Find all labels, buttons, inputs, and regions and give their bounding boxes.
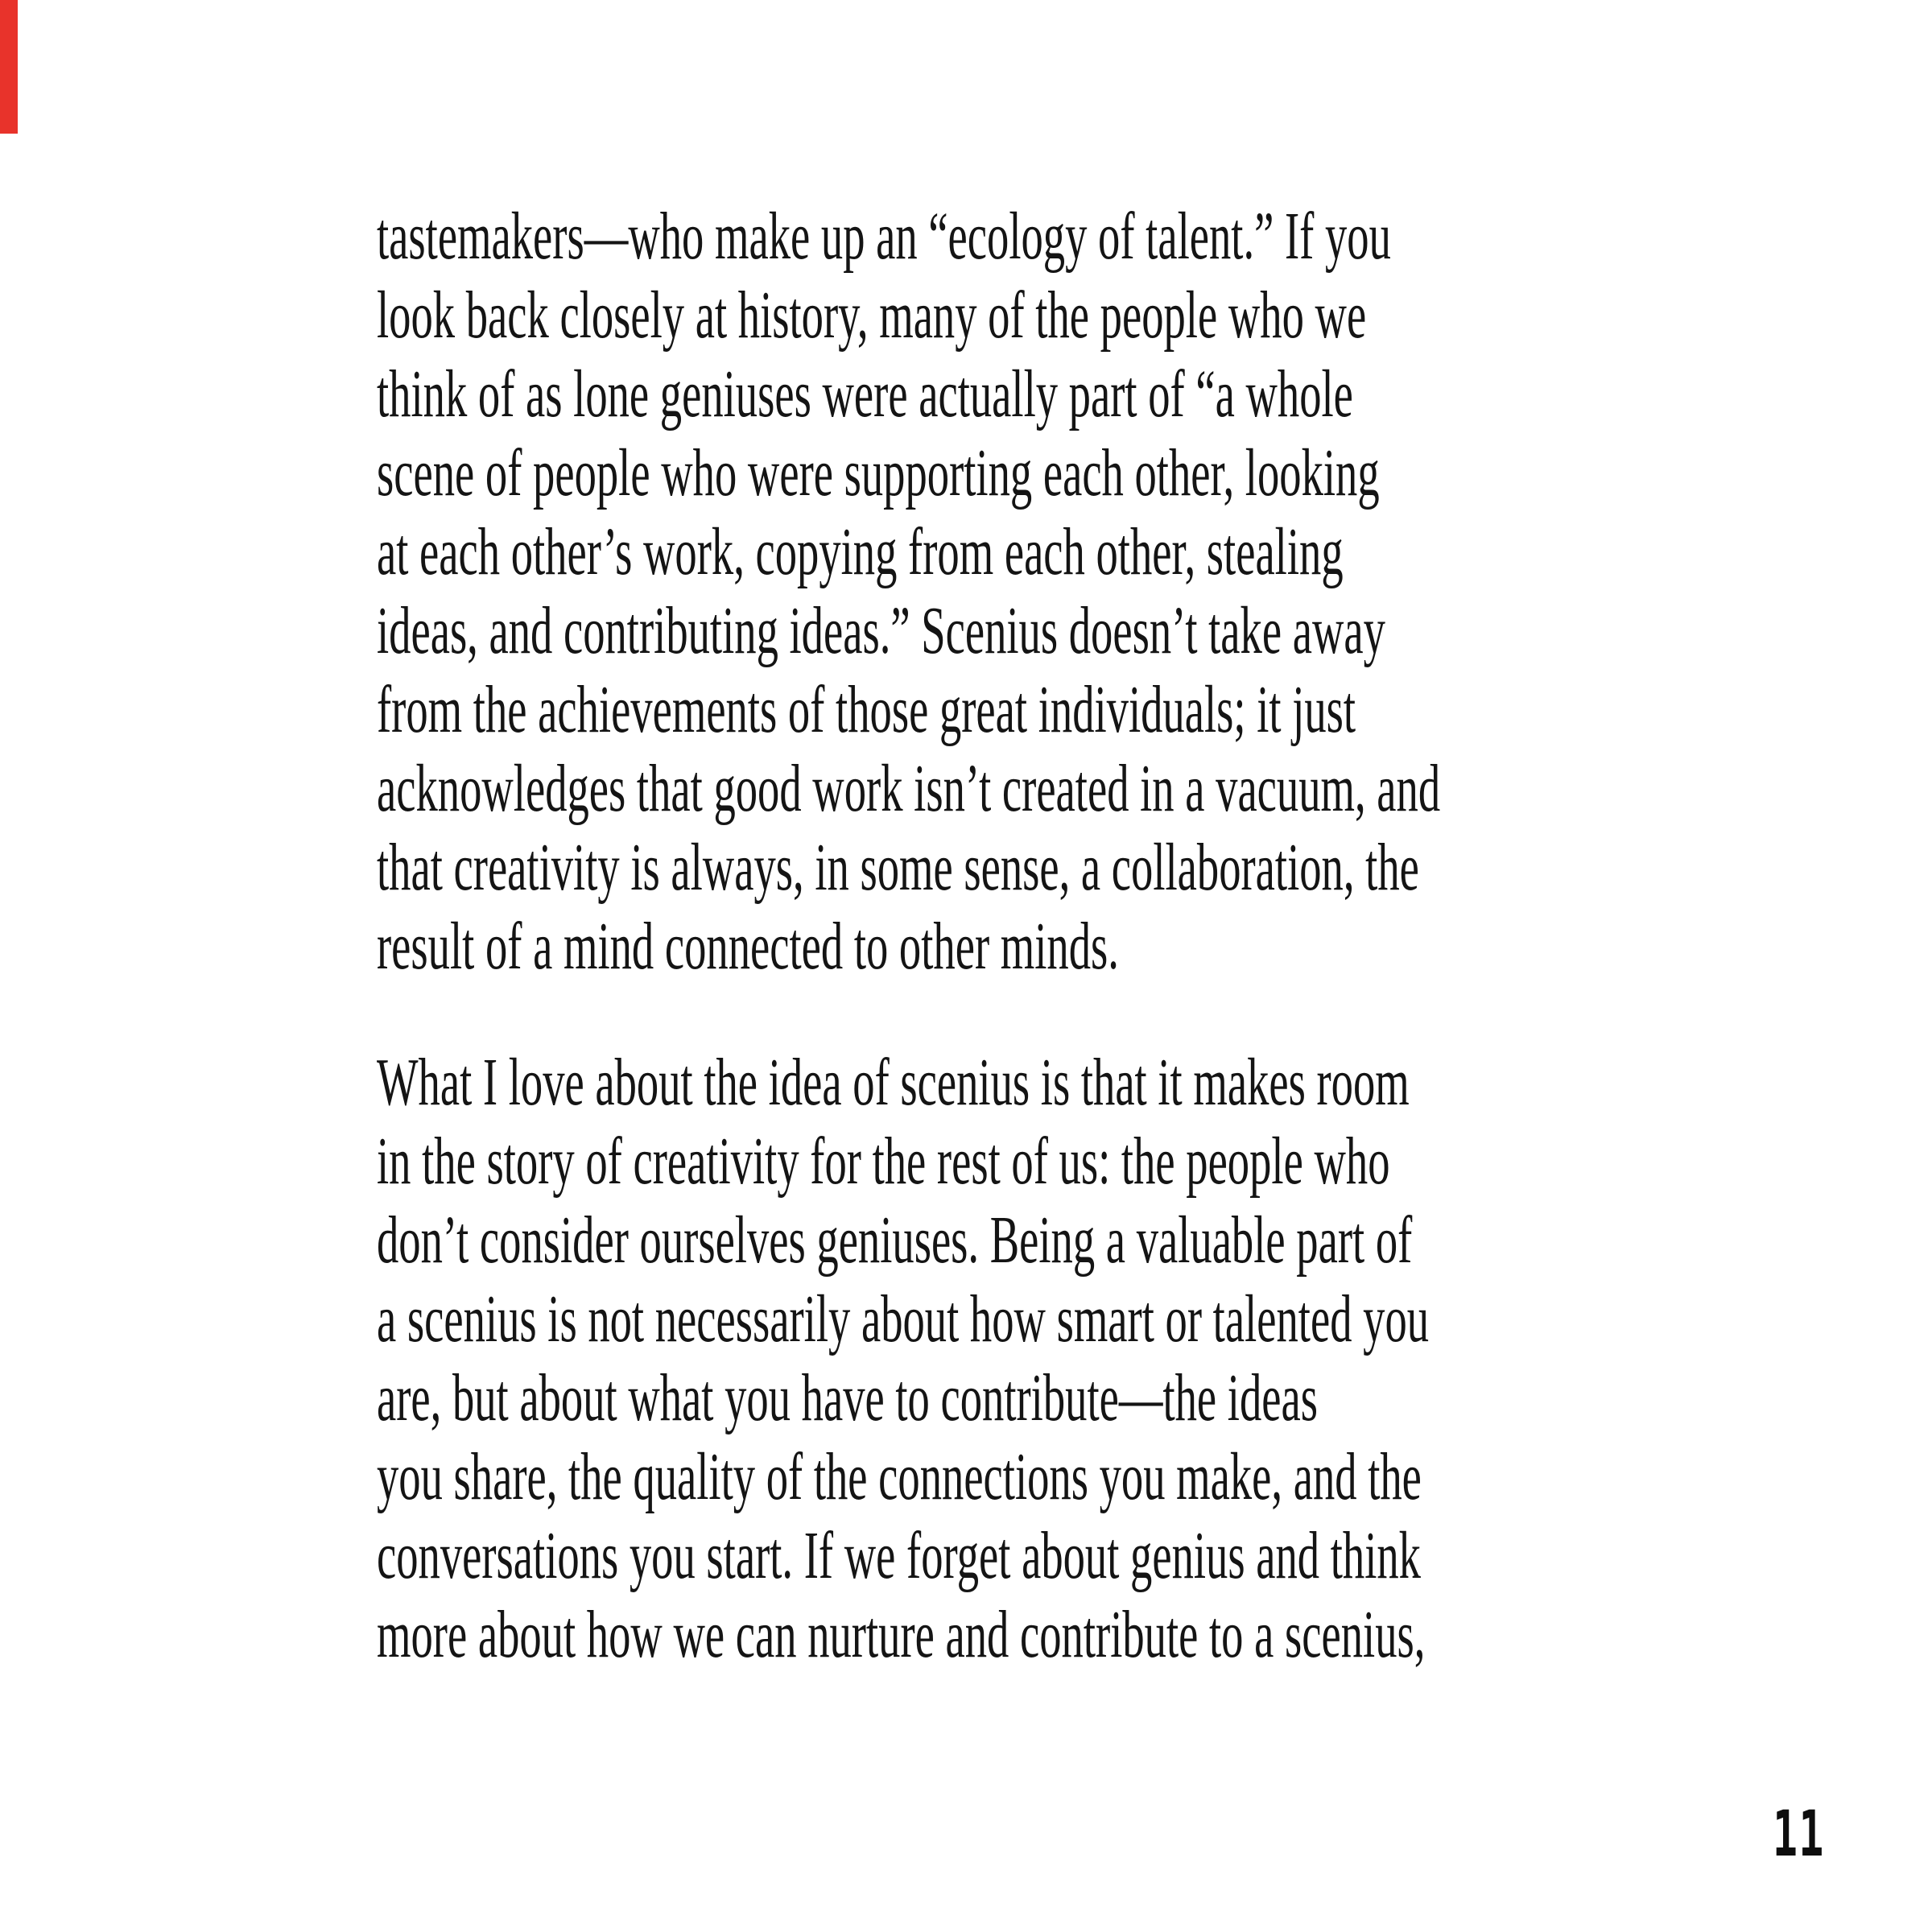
paragraph	[377, 197, 1932, 986]
text-line: acknowledges that good work isn’t created in a vacuum, and	[377, 751, 1441, 826]
text-line: conversations you start. If we forget about genius and think	[377, 1518, 1421, 1593]
scan-edge-artifact	[0, 0, 18, 134]
text-line: think of as lone geniuses were actually part of “a whole	[377, 357, 1353, 431]
text-line: from the achievements of those great individuals; it just	[377, 672, 1356, 747]
text-line: scene of people who were supporting each other, looking	[377, 436, 1380, 510]
text-line: tastemakers—who make up an “ecology of talent.” If you	[377, 199, 1391, 274]
text-line: a scenius is not necessarily about how smart or talented you	[377, 1282, 1430, 1356]
text-line: What I love about the idea of scenius is that it makes room	[377, 1045, 1410, 1120]
paragraph	[377, 1043, 1932, 1674]
text-line: don’t consider ourselves geniuses. Being a valuable part of	[377, 1203, 1413, 1278]
text-line: that creativity is always, in some sense, a collaboration, the	[377, 830, 1419, 905]
text-line: in the story of creativity for the rest of us: the people who	[377, 1124, 1390, 1199]
text-line: result of a mind connected to other minds.	[377, 909, 1119, 984]
text-line: ideas, and contributing ideas.” Scenius doesn’t take away	[377, 593, 1385, 668]
text-line: at each other’s work, copying from each other, stealing	[377, 514, 1344, 589]
page-number: 11	[1773, 1798, 1825, 1871]
text-line: more about how we can nurture and contribute to a scenius,	[377, 1597, 1426, 1672]
text-line: look back closely at history, many of the people who we	[377, 278, 1367, 353]
text-line: you share, the quality of the connections you make, and the	[377, 1439, 1422, 1514]
body-text	[377, 197, 1932, 1674]
text-line: are, but about what you have to contribute—the ideas	[377, 1360, 1318, 1435]
